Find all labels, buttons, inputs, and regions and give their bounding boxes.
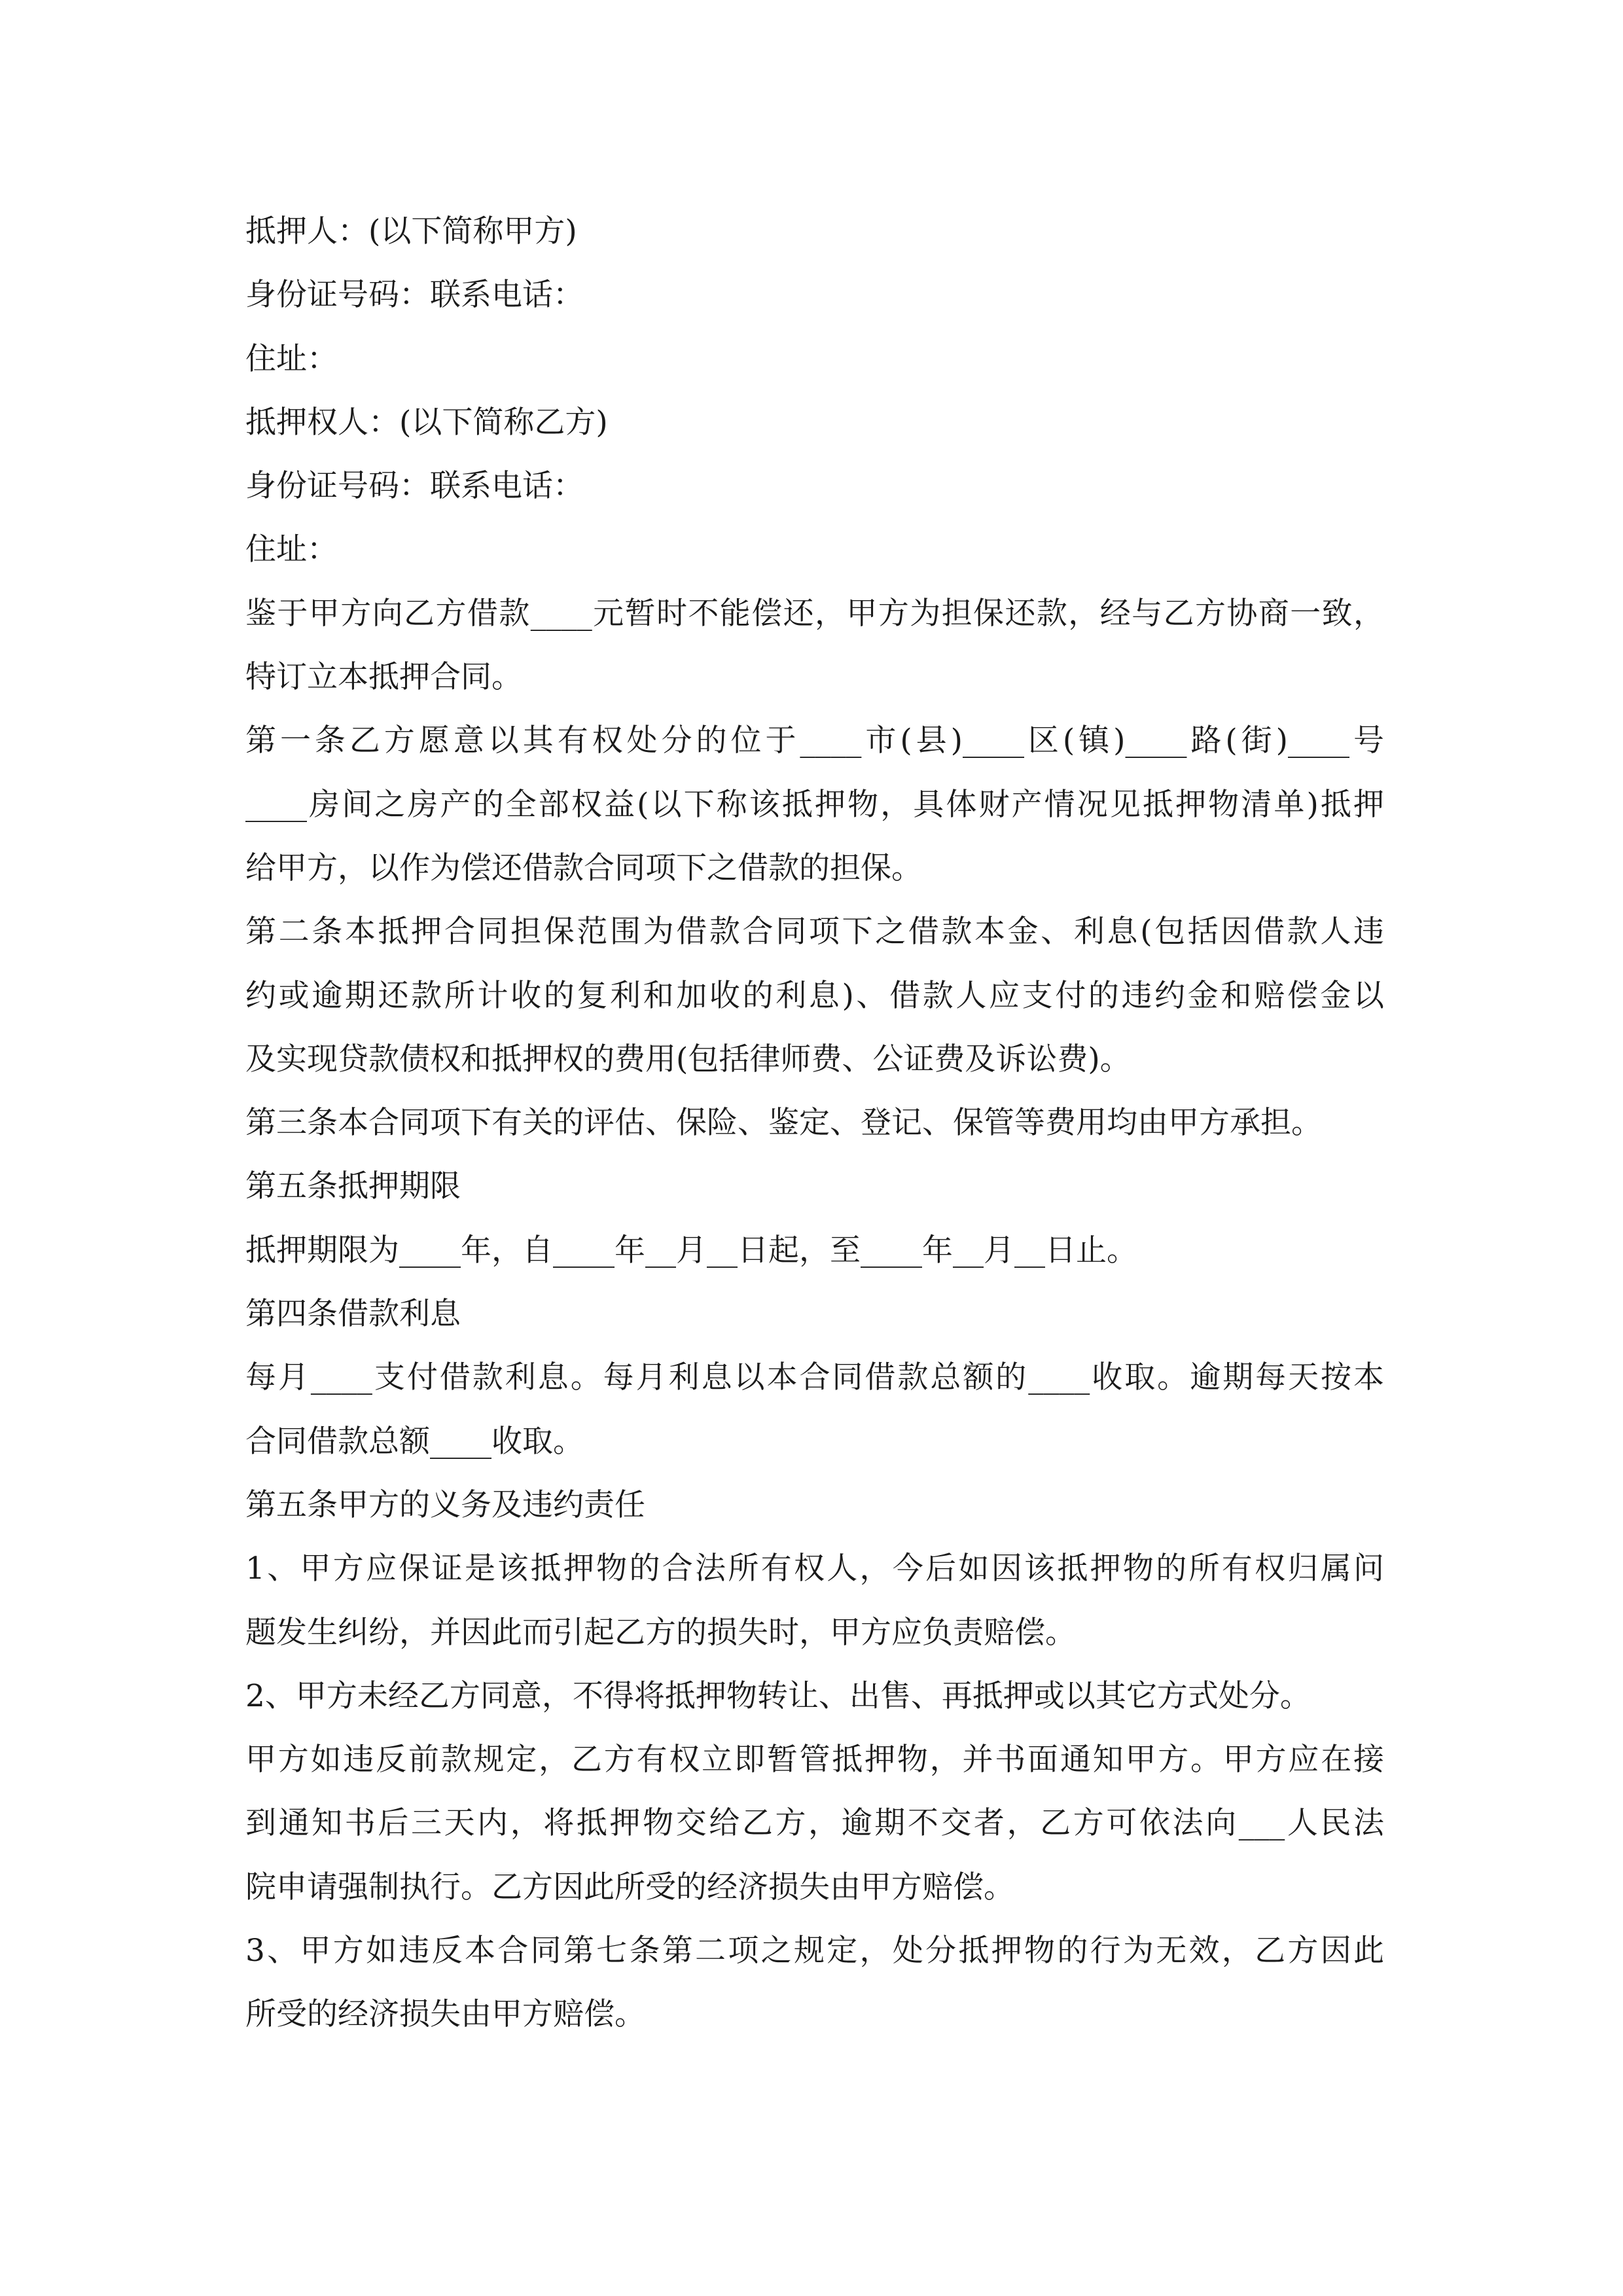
mortgagee-line: 抵押权人：(以下简称乙方) <box>245 404 608 440</box>
clause-2-line-2: 甲方如违反前款规定，乙方有权立即暂管抵押物，并书面通知甲方。甲方应在接 <box>245 1742 1384 1778</box>
clause-2-line-1: 2、甲方未经乙方同意，不得将抵押物转让、出售、再抵押或以其它方式处分。 <box>245 1677 1311 1714</box>
contract-body <box>245 200 1384 2047</box>
article-2-line-1: 第二条本抵押合同担保范围为借款合同项下之借款本金、利息(包括因借款人违 <box>245 914 1384 950</box>
clause-2-line-3: 到通知书后三天内，将抵押物交给乙方，逾期不交者，乙方可依法向___人民法 <box>245 1805 1384 1842</box>
term-line: 抵押期限为____年，自____年__月__日起，至____年__月__日止。 <box>245 1232 1137 1268</box>
mortgagee-id-phone-line: 身份证号码：联系电话： <box>245 468 584 505</box>
preamble-line-1: 鉴于甲方向乙方借款____元暂时不能偿还，甲方为担保还款，经与乙方协商一致， <box>245 595 1384 632</box>
article-1-line-1: 第一条乙方愿意以其有权处分的位于____市(县)____区(镇)____路(街)____号 <box>245 723 1384 759</box>
mortgagor-id-phone-line: 身份证号码：联系电话： <box>245 277 584 314</box>
mortgagor-address-line: 住址： <box>245 340 338 377</box>
clause-1-line-1: 1、甲方应保证是该抵押物的合法所有权人，今后如因该抵押物的所有权归属问 <box>245 1551 1384 1587</box>
mortgagee-address-line: 住址： <box>245 531 338 568</box>
interest-line-1: 每月____支付借款利息。每月利息以本合同借款总额的____收取。逾期每天按本 <box>245 1359 1384 1396</box>
article-2-line-2: 约或逾期还款所计收的复利和加收的利息)、借款人应支付的违约金和赔偿金以 <box>245 977 1384 1014</box>
clause-3-line-1: 3、甲方如违反本合同第七条第二项之规定，处分抵押物的行为无效，乙方因此 <box>245 1933 1384 1969</box>
obligations-heading: 第五条甲方的义务及违约责任 <box>245 1486 645 1523</box>
article-1-line-2: ____房间之房产的全部权益(以下称该抵押物，具体财产情况见抵押物清单)抵押 <box>245 786 1384 823</box>
article-2-line-3: 及实现贷款债权和抵押权的费用(包括律师费、公证费及诉讼费)。 <box>245 1041 1131 1077</box>
clause-2-line-4: 院申请强制执行。乙方因此所受的经济损失由甲方赔偿。 <box>245 1869 1014 1905</box>
preamble-line-2: 特订立本抵押合同。 <box>245 659 522 696</box>
term-heading: 第五条抵押期限 <box>245 1168 461 1205</box>
clause-1-line-2: 题发生纠纷，并因此而引起乙方的损失时，甲方应负责赔偿。 <box>245 1614 1076 1651</box>
clause-3-line-2: 所受的经济损失由甲方赔偿。 <box>245 1996 645 2033</box>
article-3-line: 第三条本合同项下有关的评估、保险、鉴定、登记、保管等费用均由甲方承担。 <box>245 1105 1322 1141</box>
article-1-line-3: 给甲方，以作为偿还借款合同项下之借款的担保。 <box>245 850 922 886</box>
interest-heading: 第四条借款利息 <box>245 1296 461 1333</box>
interest-line-2: 合同借款总额____收取。 <box>245 1423 584 1460</box>
mortgagor-line: 抵押人：(以下简称甲方) <box>245 213 577 249</box>
